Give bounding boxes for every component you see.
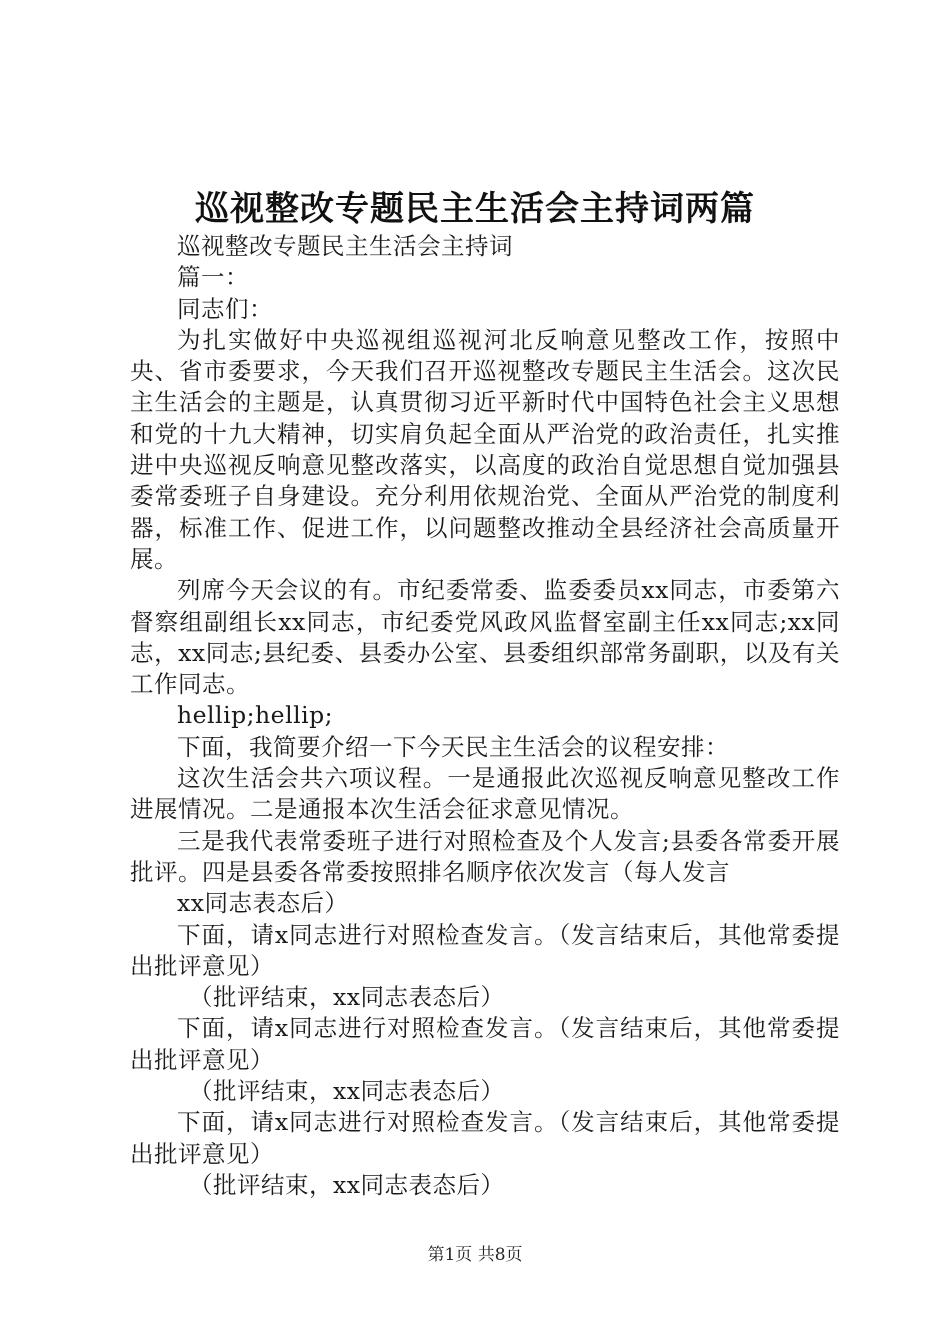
page-footer: 第1页 共8页: [427, 1245, 523, 1265]
paragraph: xx同志表态后）: [177, 889, 349, 918]
paragraph: 下面，我简要介绍一下今天民主生活会的议程安排：: [177, 732, 729, 761]
paragraph: （批评结束，xx同志表态后）: [189, 1170, 505, 1199]
paragraph: （批评结束，xx同志表态后）: [189, 983, 505, 1012]
paragraph: （批评结束，xx同志表态后）: [189, 1077, 505, 1106]
paragraph: 这次生活会共六项议程。一是通报此次巡视反响意见整改工作进展情况。二是通报本次生活会征求意见情况。: [130, 764, 840, 824]
paragraph-part-label: 篇一：: [177, 263, 249, 292]
paragraph: 下面，请x同志进行对照检查发言。（发言结束后，其他常委提出批评意见）: [130, 1014, 840, 1074]
paragraph: hellip;hellip;: [177, 701, 334, 730]
document-title: 巡视整改专题民主生活会主持词两篇: [195, 189, 755, 229]
paragraph: 三是我代表常委班子进行对照检查及个人发言;县委各常委开展批评。四是县委各常委按照排名顺序依次发言（每人发言: [130, 826, 840, 886]
paragraph-subtitle: 巡视整改专题民主生活会主持词: [177, 232, 513, 260]
paragraph: 列席今天会议的有。市纪委常委、监委委员xx同志，市委第六督察组副组长xx同志，市纪委党风政风监督室副主任xx同志;xx同志，xx同志;县纪委、县委办公室、县委组织部常务副职，以及有关工作同志。: [130, 576, 840, 699]
paragraph: 下面，请x同志进行对照检查发言。（发言结束后，其他常委提出批评意见）: [130, 1108, 840, 1168]
document-body: [130, 231, 840, 1201]
paragraph: 为扎实做好中央巡视组巡视河北反响意见整改工作，按照中央、省市委要求，今天我们召开巡视整改专题民主生活会。这次民主生活会的主题是，认真贯彻习近平新时代中国特色社会主义思想和党的十九大精神，切实肩负起全面从严治党的政治责任，扎实推进中央巡视反响意见整改落实，以高度的政治自觉思想自觉加强县委常委班子自身建设。充分利用依规治党、全面从严治党的制度利器，标准工作、促进工作，以问题整改推动全县经济社会高质量开展。: [130, 325, 840, 573]
paragraph-salutation: 同志们：: [177, 294, 273, 323]
paragraph: 下面，请x同志进行对照检查发言。（发言结束后，其他常委提出批评意见）: [130, 920, 840, 980]
